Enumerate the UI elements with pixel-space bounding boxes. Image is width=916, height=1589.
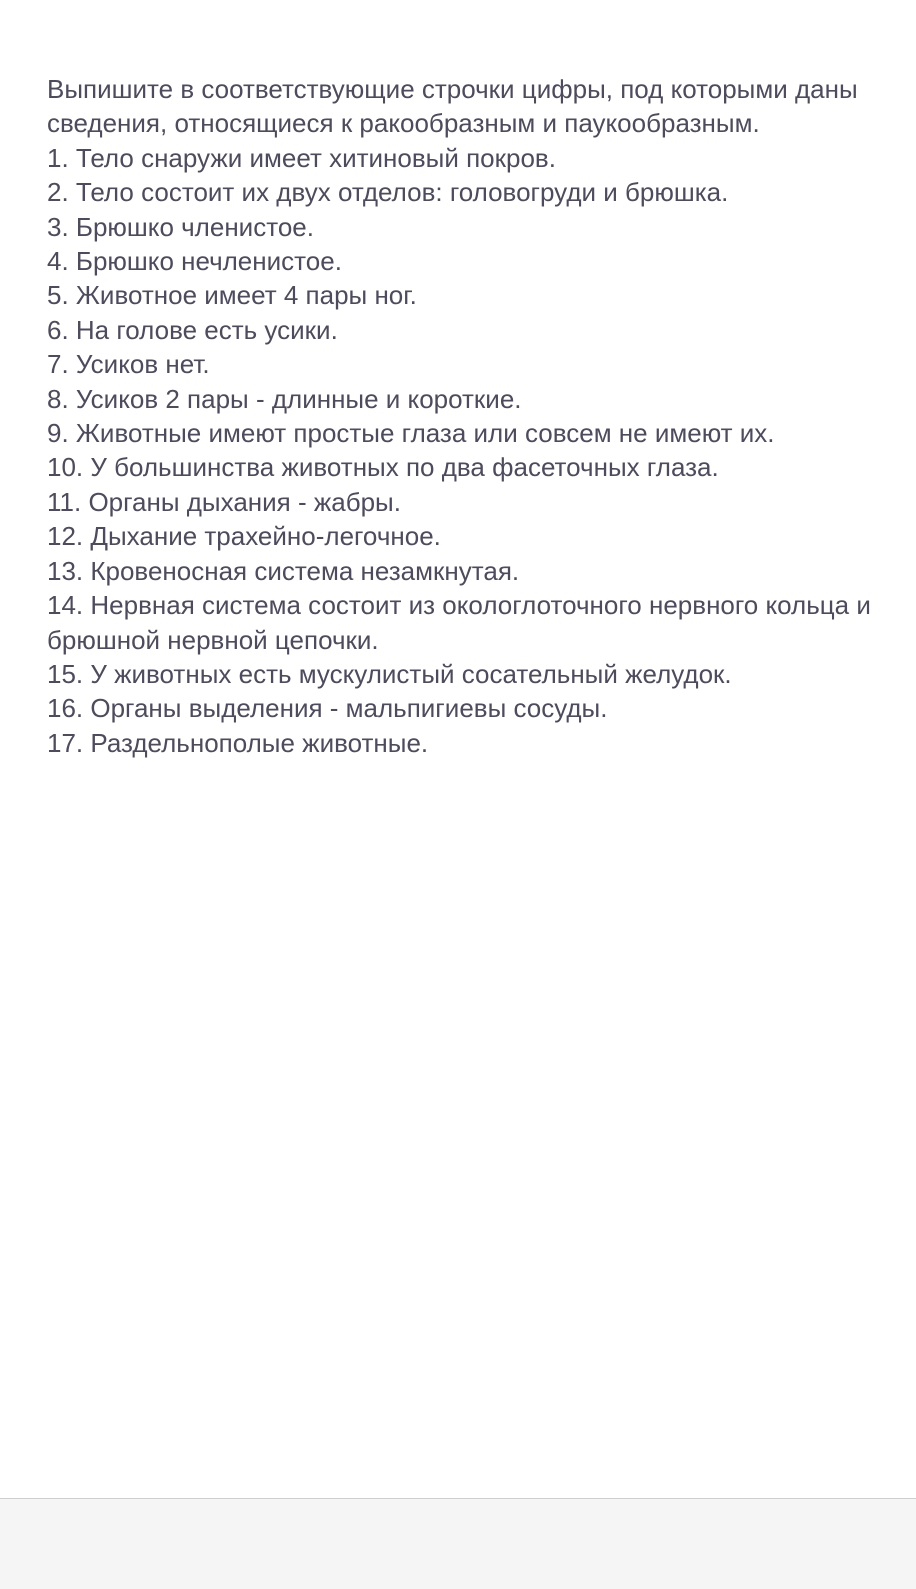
question-intro: Выпишите в соответствующие строчки цифры, под которыми даны сведения, относящиеся к ракообразным и паукообразным. (47, 74, 858, 139)
statement-list (47, 141, 897, 760)
list-item: 4. Брюшко нечленистое. (47, 246, 342, 277)
list-item: 12. Дыхание трахейно-легочное. (47, 521, 441, 552)
list-item: 14. Нервная система состоит из окологлоточного нервного кольца и брюшной нервной цепочки. (47, 590, 871, 655)
list-item: 15. У животных есть мускулистый сосательный желудок. (47, 658, 732, 689)
list-item: 1. Тело снаружи имеет хитиновый покров. (47, 142, 556, 173)
list-item: 9. Животные имеют простые глаза или совсем не имеют их. (47, 418, 775, 449)
list-item: 8. Усиков 2 пары - длинные и короткие. (47, 383, 522, 414)
list-item: 13. Кровеносная система незамкнутая. (47, 555, 520, 586)
footer-bar (0, 1498, 916, 1589)
list-item: 16. Органы выделения - мальпигиевы сосуды. (47, 693, 608, 724)
list-item: 5. Животное имеет 4 пары ног. (47, 280, 417, 311)
list-item: 2. Тело состоит их двух отделов: головогруди и брюшка. (47, 177, 729, 208)
list-item: 3. Брюшко членистое. (47, 211, 314, 242)
list-item: 17. Раздельнополые животные. (47, 727, 429, 758)
list-item: 10. У большинства животных по два фасеточных глаза. (47, 452, 719, 483)
list-item: 7. Усиков нет. (47, 349, 210, 380)
list-item: 6. На голове есть усики. (47, 314, 338, 345)
list-item: 11. Органы дыхания - жабры. (47, 486, 401, 517)
question-content (47, 72, 897, 760)
